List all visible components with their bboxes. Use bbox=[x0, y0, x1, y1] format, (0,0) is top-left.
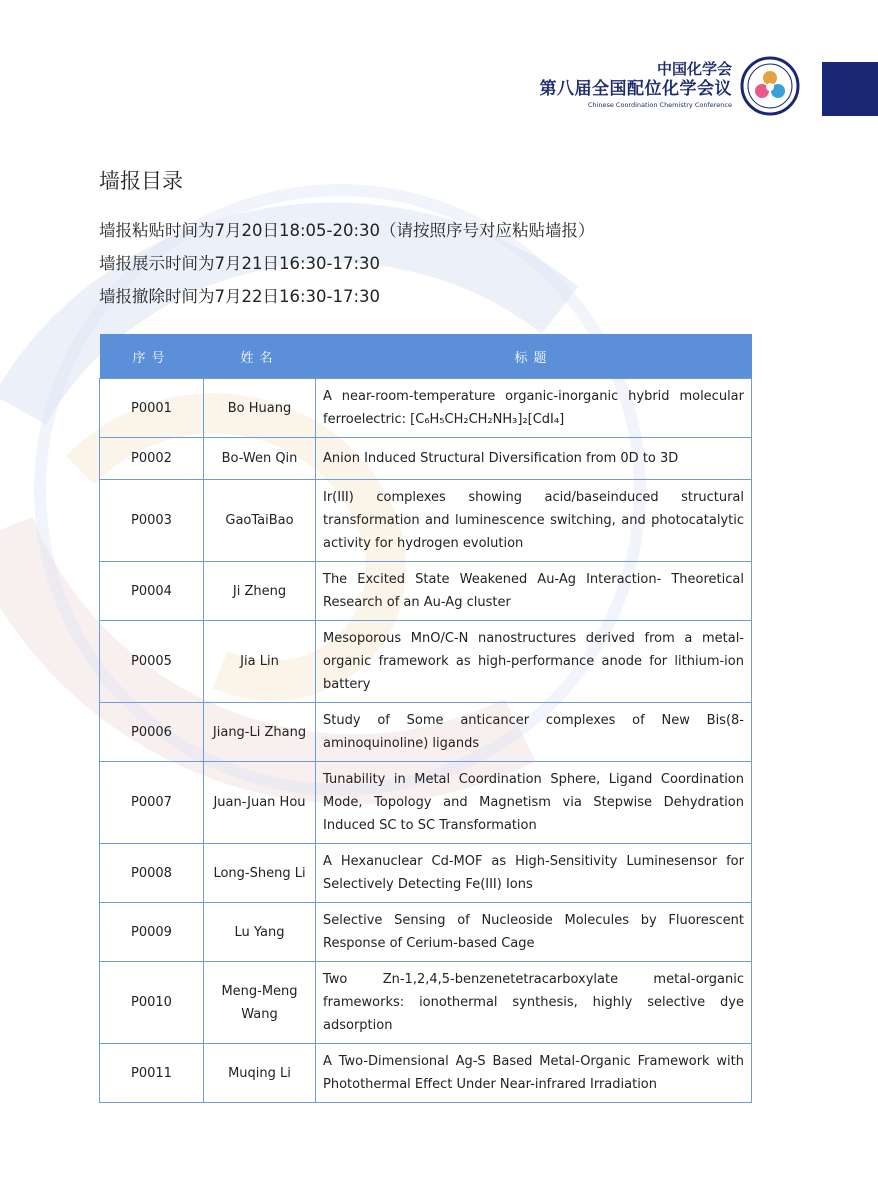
conference-header bbox=[540, 60, 733, 110]
poster-id: P0005 bbox=[100, 621, 204, 703]
author-name: Juan-Juan Hou bbox=[204, 762, 316, 844]
poster-id: P0008 bbox=[100, 844, 204, 903]
column-header-name: 姓名 bbox=[204, 334, 316, 379]
poster-title: Anion Induced Structural Diversification from 0D to 3D bbox=[316, 438, 752, 480]
poster-id: P0001 bbox=[100, 379, 204, 438]
conference-name: 第八届全国配位化学会议 bbox=[539, 79, 732, 99]
poster-schedule-notes bbox=[99, 214, 595, 313]
poster-id: P0009 bbox=[100, 903, 204, 962]
table-row bbox=[100, 762, 752, 844]
conference-english-name: Chinese Coordination Chemistry Conference bbox=[587, 101, 732, 109]
author-name: Jiang-Li Zhang bbox=[204, 703, 316, 762]
table-row bbox=[100, 379, 752, 438]
column-header-title: 标题 bbox=[316, 334, 752, 379]
table-header-row bbox=[100, 334, 752, 379]
table-row bbox=[100, 903, 752, 962]
poster-title: Tunability in Metal Coordination Sphere, Ligand Coordination Mode, Topology and Magnetism via Stepwise Dehydration Induced SC to SC Transformation bbox=[316, 762, 752, 844]
author-name: Muqing Li bbox=[204, 1044, 316, 1103]
poster-title: A Two-Dimensional Ag-S Based Metal-Organic Framework with Photothermal Effect Under Near-infrared Irradiation bbox=[316, 1044, 752, 1103]
table-row bbox=[100, 438, 752, 480]
column-header-id: 序号 bbox=[100, 334, 204, 379]
table-row bbox=[100, 962, 752, 1044]
table-row bbox=[100, 621, 752, 703]
poster-title: The Excited State Weakened Au-Ag Interaction- Theoretical Research of an Au-Ag cluster bbox=[316, 562, 752, 621]
author-name: GaoTaiBao bbox=[204, 480, 316, 562]
poster-title: Ir(III) complexes showing acid/baseinduced structural transformation and luminescence switching, and photocatalytic activity for hydrogen evolution bbox=[316, 480, 752, 562]
poster-id: P0010 bbox=[100, 962, 204, 1044]
note-paste-time: 墙报粘贴时间为7月20日18:05-20:30（请按照序号对应粘贴墙报） bbox=[99, 221, 595, 240]
note-display-time: 墙报展示时间为7月21日16:30-17:30 bbox=[99, 254, 381, 273]
poster-title: Selective Sensing of Nucleoside Molecules by Fluorescent Response of Cerium-based Cage bbox=[316, 903, 752, 962]
poster-id: P0004 bbox=[100, 562, 204, 621]
poster-id: P0011 bbox=[100, 1044, 204, 1103]
poster-title: A near-room-temperature organic-inorganic hybrid molecular ferroelectric: [C₆H₅CH₂CH₂NH₃]₂[CdI₄] bbox=[316, 379, 752, 438]
author-name: Meng-Meng Wang bbox=[204, 962, 316, 1044]
poster-id: P0002 bbox=[100, 438, 204, 480]
note-removal-time: 墙报撤除时间为7月22日16:30-17:30 bbox=[99, 287, 381, 306]
poster-title: Two Zn-1,2,4,5-benzenetetracarboxylate metal-organic frameworks: ionothermal synthesis, highly selective dye adsorption bbox=[316, 962, 752, 1044]
table-row bbox=[100, 480, 752, 562]
author-name: Jia Lin bbox=[204, 621, 316, 703]
poster-id: P0003 bbox=[100, 480, 204, 562]
conference-logo-icon bbox=[740, 56, 800, 116]
poster-table bbox=[99, 334, 752, 1103]
table-row bbox=[100, 562, 752, 621]
poster-title: Mesoporous MnO/C-N nanostructures derived from a metal-organic framework as high-performance anode for lithium-ion battery bbox=[316, 621, 752, 703]
page-title: 墙报目录 bbox=[99, 169, 183, 193]
author-name: Lu Yang bbox=[204, 903, 316, 962]
table-row bbox=[100, 844, 752, 903]
author-name: Long-Sheng Li bbox=[204, 844, 316, 903]
poster-id: P0006 bbox=[100, 703, 204, 762]
poster-title: Study of Some anticancer complexes of New Bis(8-aminoquinoline) ligands bbox=[316, 703, 752, 762]
table-row bbox=[100, 1044, 752, 1103]
author-name: Bo Huang bbox=[204, 379, 316, 438]
corner-accent-block bbox=[822, 62, 878, 116]
author-name: Bo-Wen Qin bbox=[204, 438, 316, 480]
author-name: Ji Zheng bbox=[204, 562, 316, 621]
org-name: 中国化学会 bbox=[656, 60, 732, 78]
table-row bbox=[100, 703, 752, 762]
poster-title: A Hexanuclear Cd-MOF as High-Sensitivity Luminesensor for Selectively Detecting Fe(III) Ions bbox=[316, 844, 752, 903]
poster-id: P0007 bbox=[100, 762, 204, 844]
